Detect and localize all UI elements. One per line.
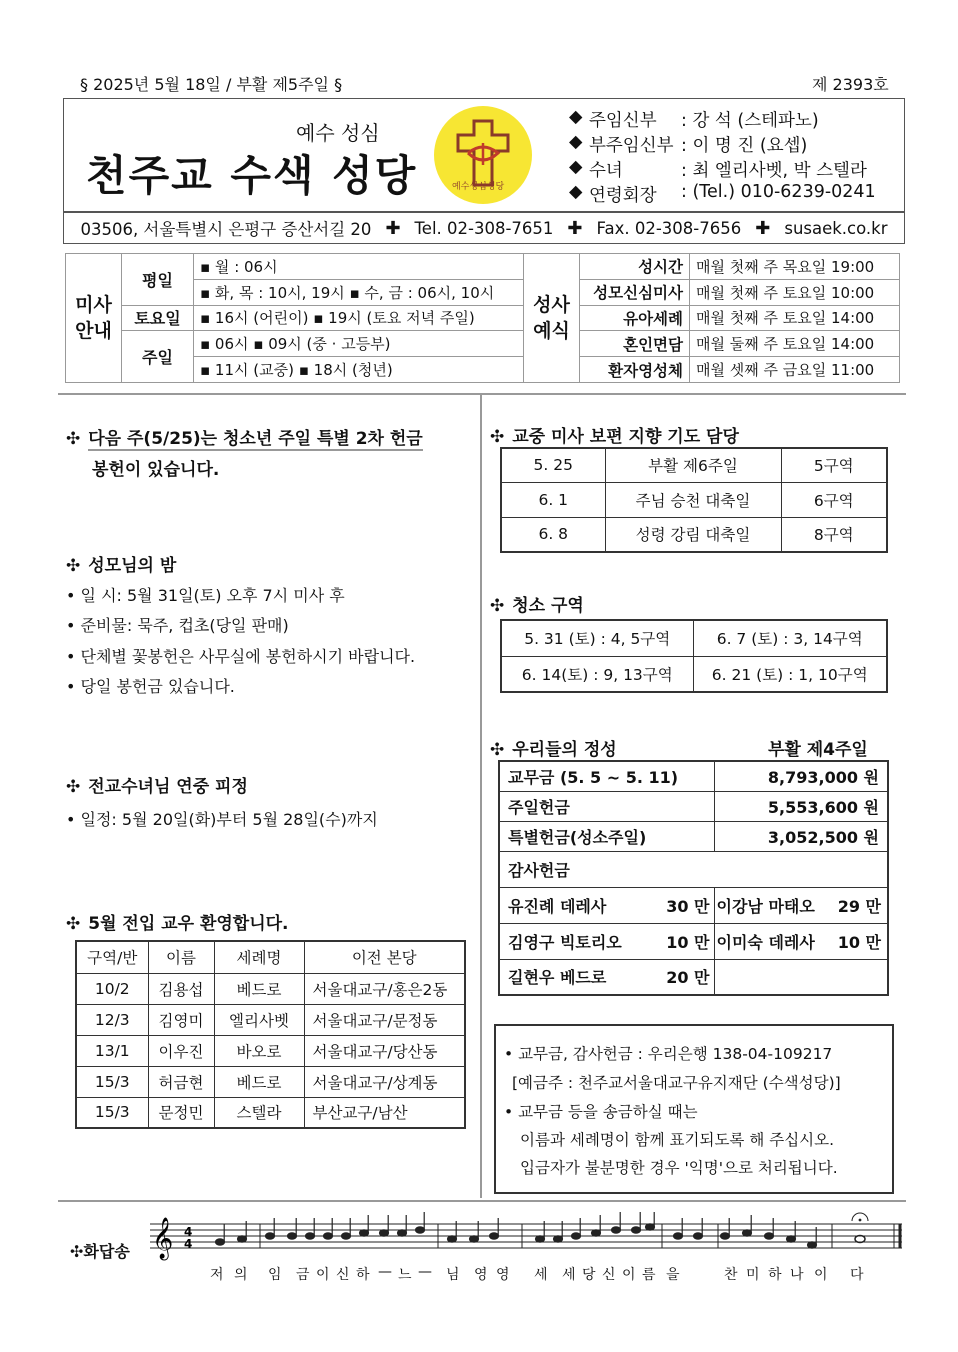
table-row: 6. 1 주님 승천 대축일 6구역: [501, 482, 887, 517]
notice-retreat-title: ✣ 전교수녀님 연중 피정: [66, 777, 248, 797]
list-item: • 일 시: 5월 31일(토) 오후 7시 미사 후: [66, 586, 345, 605]
sacrament-time: 매월 첫째 주 토요일 10:00: [690, 279, 900, 305]
notice-special-offering: ✣ 다음 주(5/25)는 청소년 주일 특별 2차 헌금: [66, 429, 423, 449]
list-item: • 준비물: 묵주, 컵초(당일 판매): [66, 616, 289, 635]
staff-row: [569, 182, 899, 207]
fax: Fax. 02-308-7656: [596, 218, 742, 238]
account-holder: [예금주 : 천주교서울대교구유지재단 (수색성당)]: [512, 1074, 841, 1092]
saturday-time: ▪ 16시 (어린이) ▪ 19시 (토요 저녁 주일): [194, 305, 524, 331]
table-row: 13/1 이우진 바오로 서울대교구/당산동: [76, 1035, 465, 1066]
cleaning-title: ✣ 청소 구역: [490, 596, 584, 616]
lyric-syllable: 영: [474, 1267, 488, 1283]
notice-mary-night-title: ✣ 성모님의 밤: [66, 556, 177, 576]
psalm-staff: [150, 1212, 906, 1262]
staff-name: : 이 명 진 (요셉): [681, 136, 808, 156]
cross-separator-icon: ✚: [385, 217, 401, 239]
sunday-time: ▪ 06시 ▪ 09시 (중 · 고등부): [194, 331, 524, 357]
music-note-icon: [288, 1233, 297, 1239]
music-note-icon: [592, 1230, 601, 1236]
music-note-icon: [554, 1236, 563, 1242]
music-note-icon: [342, 1233, 351, 1239]
sacrament-name: 혼인면담: [580, 331, 690, 357]
prayer-table: [500, 447, 888, 553]
music-note-icon: [238, 1236, 247, 1242]
column-header: 세례명: [214, 941, 304, 973]
lyric-syllable: 세: [562, 1267, 576, 1283]
music-note-icon: [398, 1230, 407, 1236]
table-row: 6. 14(토) : 9, 13구역 6. 21 (토) : 1, 10구역: [501, 656, 887, 692]
staff-list: [569, 107, 899, 207]
music-note-icon: [646, 1224, 655, 1230]
issue-number: 제 2393호: [812, 75, 889, 94]
sacrament-time: 매월 셋째 주 금요일 11:00: [690, 357, 900, 383]
address: 03506, 서울특별시 은평구 증산서길 20: [80, 220, 372, 239]
staff-name: : 최 엘리사벳, 박 스텔라: [681, 161, 867, 181]
lyric-syllable: 세: [534, 1267, 548, 1283]
notice-special-offering-line2: 봉헌이 있습니다.: [92, 460, 220, 480]
offering-week: 부활 제4주일: [768, 740, 868, 760]
offering-title: ✣ 우리들의 정성: [490, 740, 617, 760]
staff-role: 연령회장: [589, 186, 657, 206]
table-row: 길현우 베드로 20 만: [499, 959, 888, 995]
music-note-icon: [448, 1236, 457, 1242]
diamond-icon: ◆: [569, 182, 583, 202]
diamond-icon: ◆: [569, 132, 583, 152]
table-row: 교무금 (5. 5 ~ 5. 11) 8,793,000 원: [499, 761, 888, 791]
music-note-icon: [470, 1236, 479, 1242]
newcomers-title: ✣ 5월 전입 교우 환영합니다.: [66, 914, 289, 934]
bank-note: • 교무금 등을 송금하실 때는: [504, 1103, 698, 1121]
table-row: 6. 8 성령 강림 대축일 8구역: [501, 517, 887, 552]
sacrament-name: 환자영성체: [580, 357, 690, 383]
table-row: 5. 31 (토) : 4, 5구역 6. 7 (토) : 3, 14구역: [501, 620, 887, 656]
music-note-icon: [380, 1230, 389, 1236]
lyric-syllable: 다: [850, 1267, 864, 1283]
weekday-time: ▪ 화, 목 : 10시, 19시 ▪ 수, 금 : 06시, 10시: [194, 279, 524, 305]
lyric-syllable: 신: [602, 1267, 616, 1283]
sacrament-name: 유아세례: [580, 305, 690, 331]
lyric-syllable: 하: [356, 1267, 370, 1283]
column-header: 이름: [148, 941, 214, 973]
psalm-label: ✣화답송: [70, 1242, 130, 1261]
lyric-syllable: 저: [210, 1267, 224, 1283]
weekday-label: 평일: [122, 254, 194, 306]
bank-note: 이름과 세례명이 함께 표기되도록 해 주십시오.: [520, 1131, 835, 1149]
list-item: • 당일 봉헌금 있습니다.: [66, 677, 235, 696]
staff-row: [569, 107, 899, 132]
music-note-icon: [694, 1233, 703, 1239]
lyric-syllable: 신: [336, 1267, 350, 1283]
music-note-icon: [490, 1233, 499, 1239]
staff-row: [569, 157, 899, 182]
saturday-label: 토요일: [122, 305, 194, 331]
music-note-icon: [674, 1233, 683, 1239]
lyric-syllable: 임: [268, 1267, 282, 1283]
music-note-icon: [536, 1236, 545, 1242]
table-row: 12/3 김영미 엘리사벳 서울대교구/문정동: [76, 1004, 465, 1035]
lyric-syllable: 영: [496, 1267, 510, 1283]
prayer-title: ✣ 교중 미사 보편 지향 기도 담당: [490, 427, 739, 447]
church-logo: [432, 105, 534, 205]
cross-icon: ✣: [66, 429, 81, 449]
diamond-icon: ◆: [569, 107, 583, 127]
staff-name: : 강 석 (스테파노): [681, 111, 819, 131]
lyric-syllable: —: [378, 1264, 392, 1280]
music-note-icon: [266, 1233, 275, 1239]
logo-text: 예수성심성당: [452, 182, 505, 192]
diamond-icon: ◆: [569, 157, 583, 177]
sacrament-time: 매월 첫째 주 목요일 19:00: [690, 254, 900, 280]
lyric-syllable: 을: [666, 1267, 680, 1283]
cross-icon: ✣: [66, 556, 81, 576]
music-note-icon: [324, 1233, 333, 1239]
table-row: 10/2 김용섭 베드로 서울대교구/홍은2동: [76, 973, 465, 1004]
cross-icon: ✣: [66, 777, 81, 797]
column-divider: [480, 393, 482, 1198]
column-header: 이전 본당: [304, 941, 465, 973]
contact-bar: [63, 212, 905, 244]
subtitle: 예수 성심: [296, 121, 380, 145]
music-note-icon: [306, 1233, 315, 1239]
staff-role: 수녀: [589, 161, 623, 181]
table-row: 15/3 문정민 스텔라 부산교구/남산: [76, 1097, 465, 1128]
sunday-time: ▪ 11시 (교중) ▪ 18시 (청년): [194, 357, 524, 383]
lyric-syllable: 의: [234, 1267, 248, 1283]
lyric-syllable: 님: [446, 1267, 460, 1283]
staff-role: 부주임신부: [589, 136, 674, 156]
sunday-label: 주일: [122, 331, 194, 383]
lyric-syllable: 하: [768, 1267, 782, 1283]
newcomers-table: [75, 940, 466, 1129]
lyric-syllable: 이: [316, 1267, 330, 1283]
lyric-syllable: 찬: [724, 1267, 738, 1283]
table-row: 주일헌금 5,553,600 원: [499, 791, 888, 821]
lyric-syllable: 느: [398, 1267, 412, 1283]
table-row: 유진례 데레사 30 만 이강남 마태오 29 만: [499, 887, 888, 923]
sacrament-name: 성모신심미사: [580, 279, 690, 305]
staff-role: 주임신부: [589, 111, 657, 131]
table-row: 감사헌금: [499, 851, 888, 887]
psalm-lyrics: [150, 1264, 870, 1284]
svg-text:4: 4: [184, 1225, 193, 1239]
lyric-syllable: —: [418, 1264, 432, 1280]
cross-icon: ✣: [66, 914, 81, 934]
bank-info-box: [494, 1024, 894, 1194]
table-row: 5. 25 부활 제6주일 5구역: [501, 448, 887, 482]
music-note-icon: [216, 1239, 225, 1245]
bank-account: • 교무금, 감사헌금 : 우리은행 138-04-109217: [504, 1045, 833, 1063]
sacrament-time: 매월 둘째 주 토요일 14:00: [690, 331, 900, 357]
website[interactable]: susaek.co.kr: [784, 218, 888, 238]
lyric-syllable: 당: [582, 1267, 596, 1283]
divider: [58, 1200, 906, 1202]
table-header-row: [76, 941, 465, 973]
cross-icon: ✣: [490, 740, 505, 760]
table-row: 김영구 빅토리오 10 만 이미숙 데레사 10 만: [499, 923, 888, 959]
cross-icon: ✣: [490, 596, 505, 616]
sacrament-name: 성시간: [580, 254, 690, 280]
staff-name: : (Tel.) 010-6239-0241: [681, 182, 876, 202]
lyric-syllable: 름: [642, 1267, 656, 1283]
music-note-icon: [743, 1230, 752, 1236]
date-line: § 2025년 5월 18일 / 부활 제5주일 §: [80, 75, 343, 94]
cross-separator-icon: ✚: [567, 217, 583, 239]
sacrament-label: 성사 예식: [524, 254, 580, 383]
table-row: 특별헌금(성소주일) 3,052,500 원: [499, 821, 888, 851]
music-note-icon: [572, 1233, 581, 1239]
cross-icon: ✣: [490, 427, 505, 447]
table-row: 15/3 허금현 베드로 서울대교구/상계동: [76, 1066, 465, 1097]
svg-text:𝄞: 𝄞: [152, 1218, 174, 1259]
cross-separator-icon: ✚: [755, 217, 771, 239]
column-header: 구역/반: [76, 941, 148, 973]
music-note-icon: [416, 1227, 425, 1233]
weekday-time: ▪ 월 : 06시: [194, 254, 524, 280]
music-note-icon: [721, 1233, 730, 1239]
cleaning-table: [500, 619, 888, 693]
divider: [58, 393, 906, 395]
staff-row: [569, 132, 899, 157]
bank-note: 입금자가 불분명한 경우 '익명'으로 처리됩니다.: [520, 1159, 838, 1177]
offering-table: [498, 760, 889, 996]
lyric-syllable: 이: [814, 1267, 828, 1283]
telephone: Tel. 02-308-7651: [414, 218, 554, 238]
lyric-syllable: 금: [296, 1267, 310, 1283]
church-title: 천주교 수색 성당: [86, 151, 418, 200]
lyric-syllable: 이: [622, 1267, 636, 1283]
list-item: • 단체별 꽃봉헌은 사무실에 봉헌하시기 바랍니다.: [66, 647, 416, 666]
mass-label: 미사 안내: [66, 254, 122, 383]
music-note-icon: [360, 1230, 369, 1236]
lyric-syllable: 미: [746, 1267, 760, 1283]
music-note-icon: [632, 1227, 641, 1233]
lyric-syllable: 나: [790, 1267, 804, 1283]
music-note-icon: [808, 1242, 817, 1248]
list-item: • 일정: 5월 20일(화)부터 5월 28일(수)까지: [66, 810, 378, 829]
sacrament-time: 매월 첫째 주 토요일 14:00: [690, 305, 900, 331]
music-note-icon: [787, 1236, 796, 1242]
svg-text:4: 4: [184, 1237, 193, 1251]
music-note-icon: [765, 1233, 774, 1239]
mass-schedule-table: [65, 253, 900, 383]
music-note-icon: [612, 1227, 621, 1233]
header-box: [63, 98, 905, 212]
